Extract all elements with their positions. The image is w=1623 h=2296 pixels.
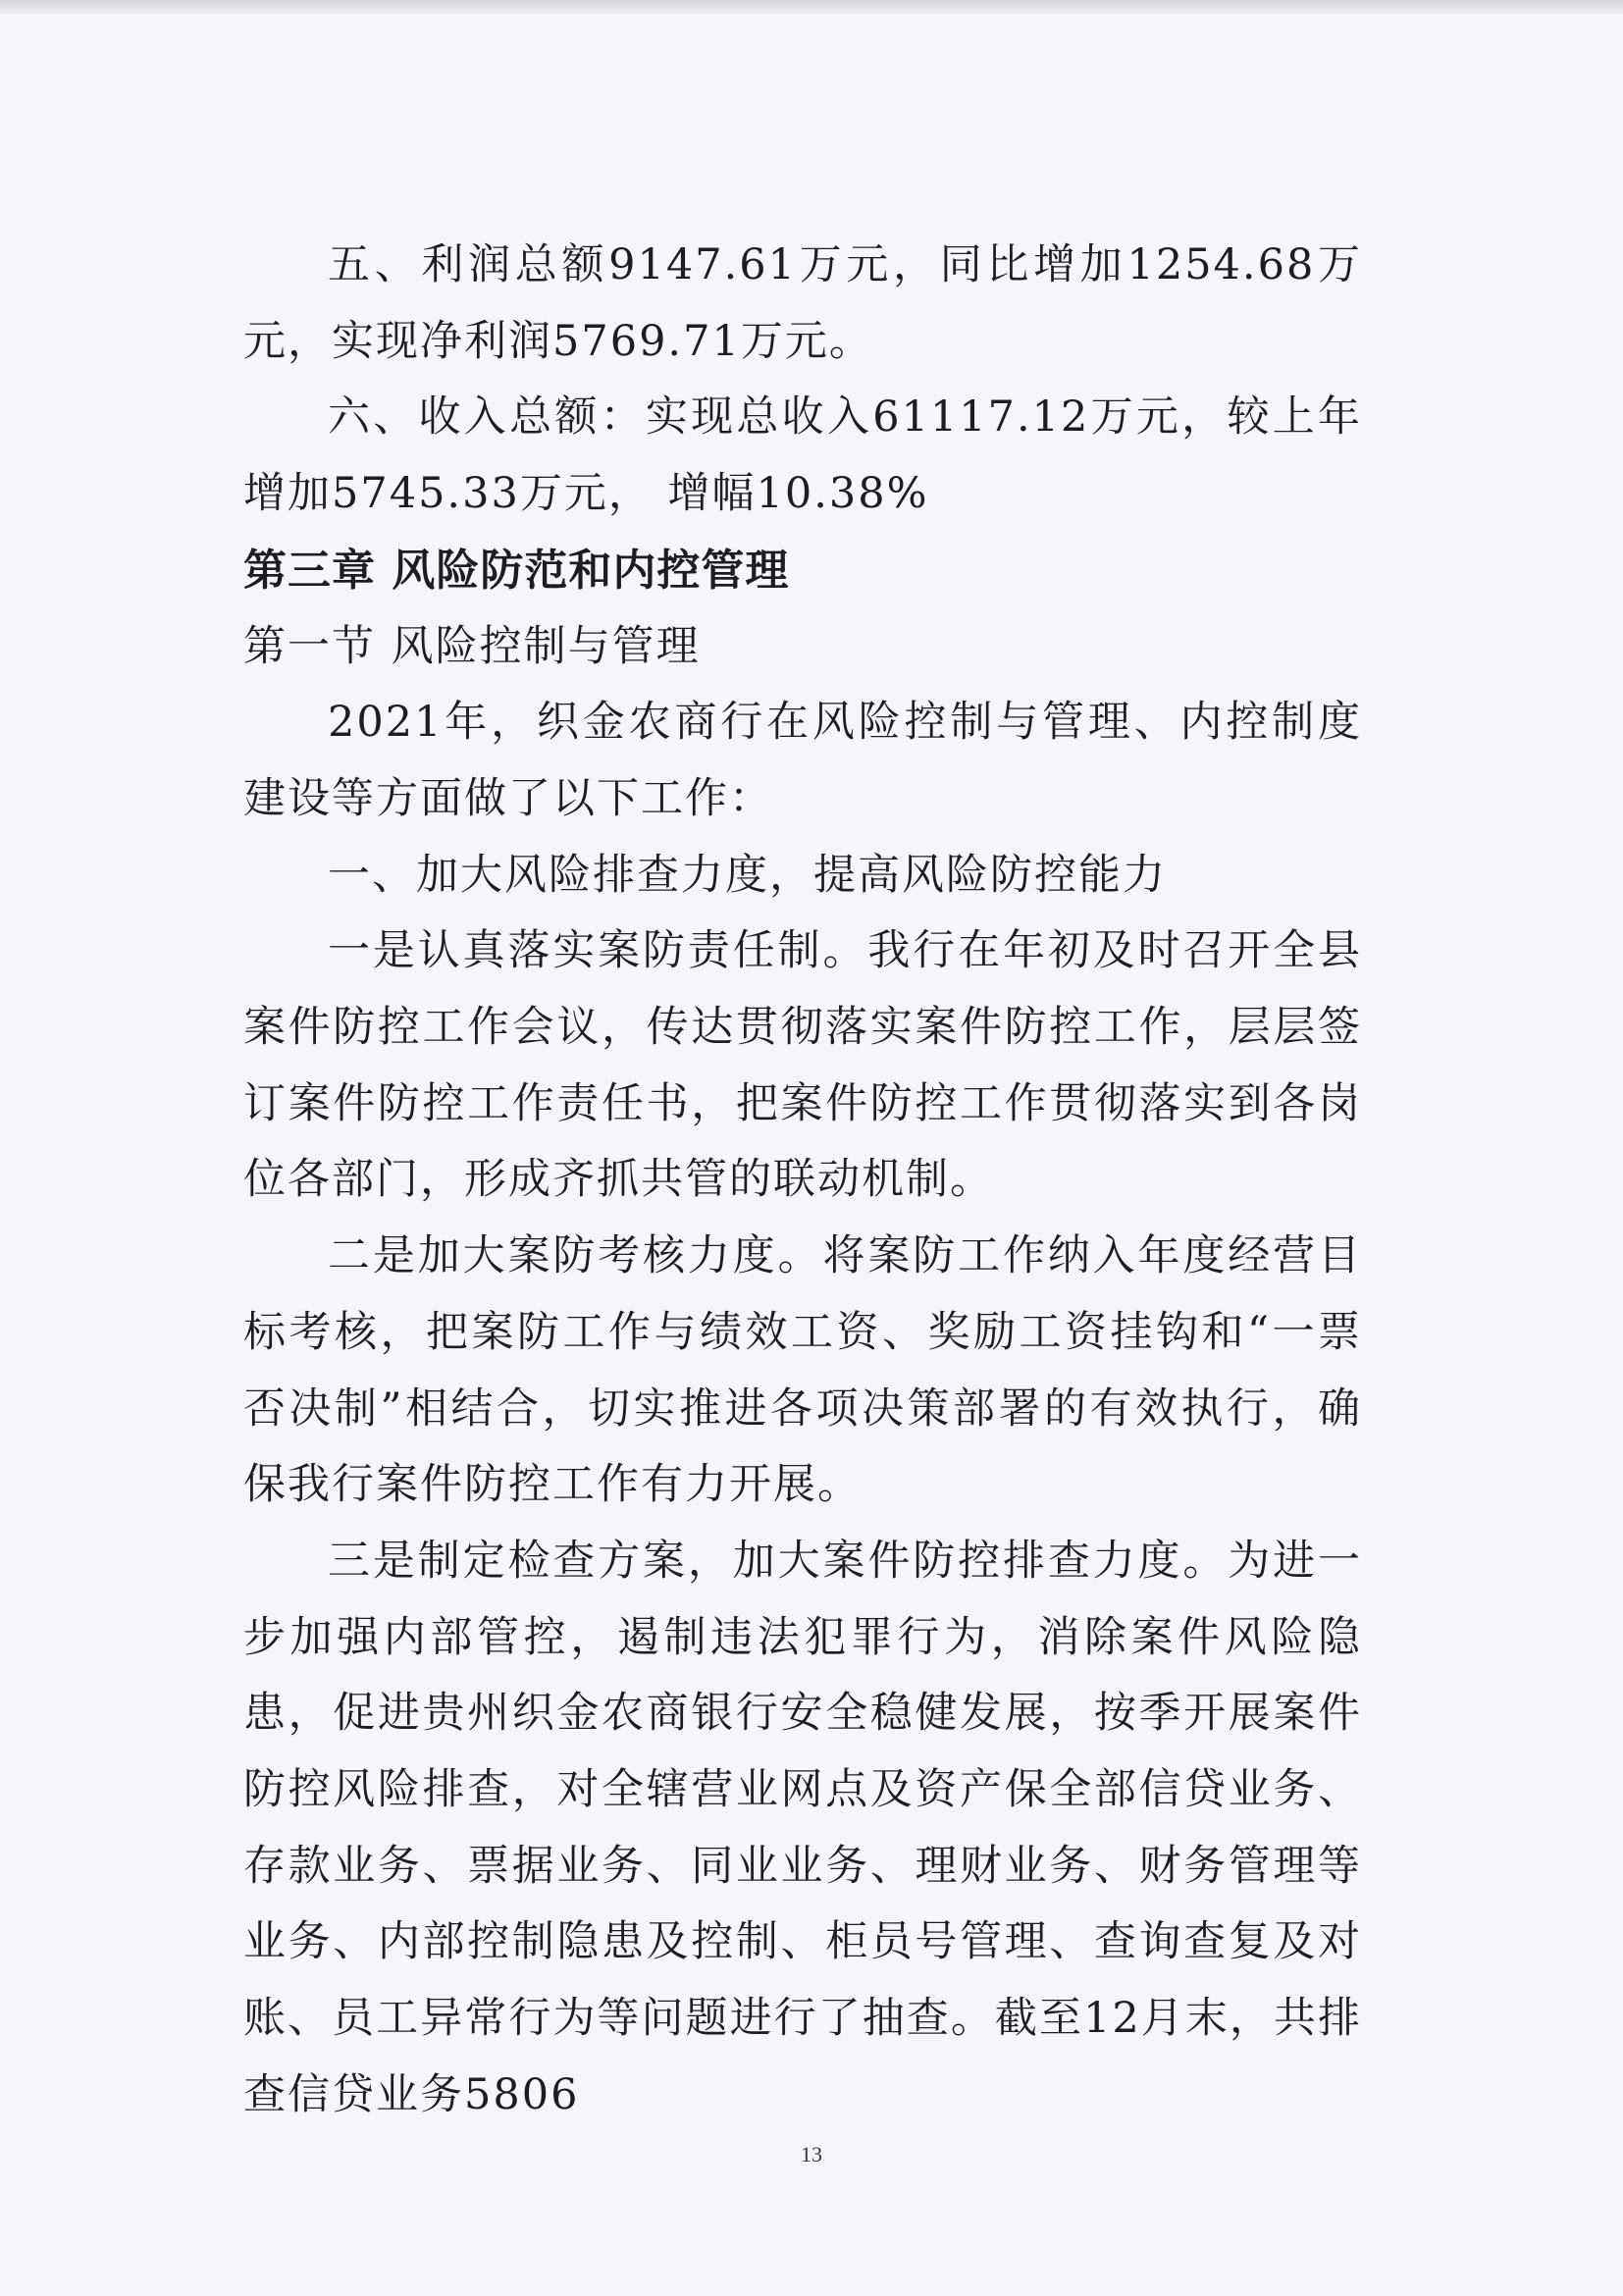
section-title: 第一节 风险控制与管理 (243, 621, 701, 671)
body-text (243, 228, 1362, 2134)
page-number: 13 (801, 2142, 822, 2166)
paragraph-item-two: 二是加大案防考核力度。将案防工作纳入年度经营目标考核，把案防工作与绩效工资、奖励工资挂钩和“一票否决制”相结合，切实推进各项决策部署的有效执行，确保我行案件防控工作有力开展。 (243, 1231, 1362, 1510)
paragraph-profit: 五、利润总额9147.61万元，同比增加1254.68万元，实现净利润5769.71万元。 (243, 240, 1362, 366)
paragraph-intro: 2021年，织金农商行在风险控制与管理、内控制度建设等方面做了以下工作： (243, 698, 1362, 823)
scan-edge (0, 0, 1623, 14)
chapter-title: 第三章 风险防范和内控管理 (243, 545, 790, 596)
paragraph-item-one: 一是认真落实案防责任制。我行在年初及时召开全县案件防控工作会议，传达贯彻落实案件防控工作，层层签订案件防控工作责任书，把案件防控工作贯彻落实到各岗位各部门，形成齐抓共管的联动机制。 (243, 926, 1362, 1205)
paragraph-item-three: 三是制定检查方案，加大案件防控排查力度。为进一步加强内部管控，遏制违法犯罪行为，消除案件风险隐患，促进贵州织金农商银行安全稳健发展，按季开展案件防控风险排查，对全辖营业网点及资产保全部信贷业务、存款业务、票据业务、同业业务、理财业务、财务管理等业务、内部控制隐患及控制、柜员号管理、查询查复及对账、员工异常行为等问题进行了抽查。截至12月末，共排查信贷业务5806 (243, 1536, 1362, 2119)
paragraph-revenue: 六、收入总额：实现总收入61117.12万元，较上年增加5745.33万元， 增幅10.38% (243, 392, 1362, 519)
paragraph-heading-one: 一、加大风险排查力度，提高风险防控能力 (328, 850, 1167, 900)
